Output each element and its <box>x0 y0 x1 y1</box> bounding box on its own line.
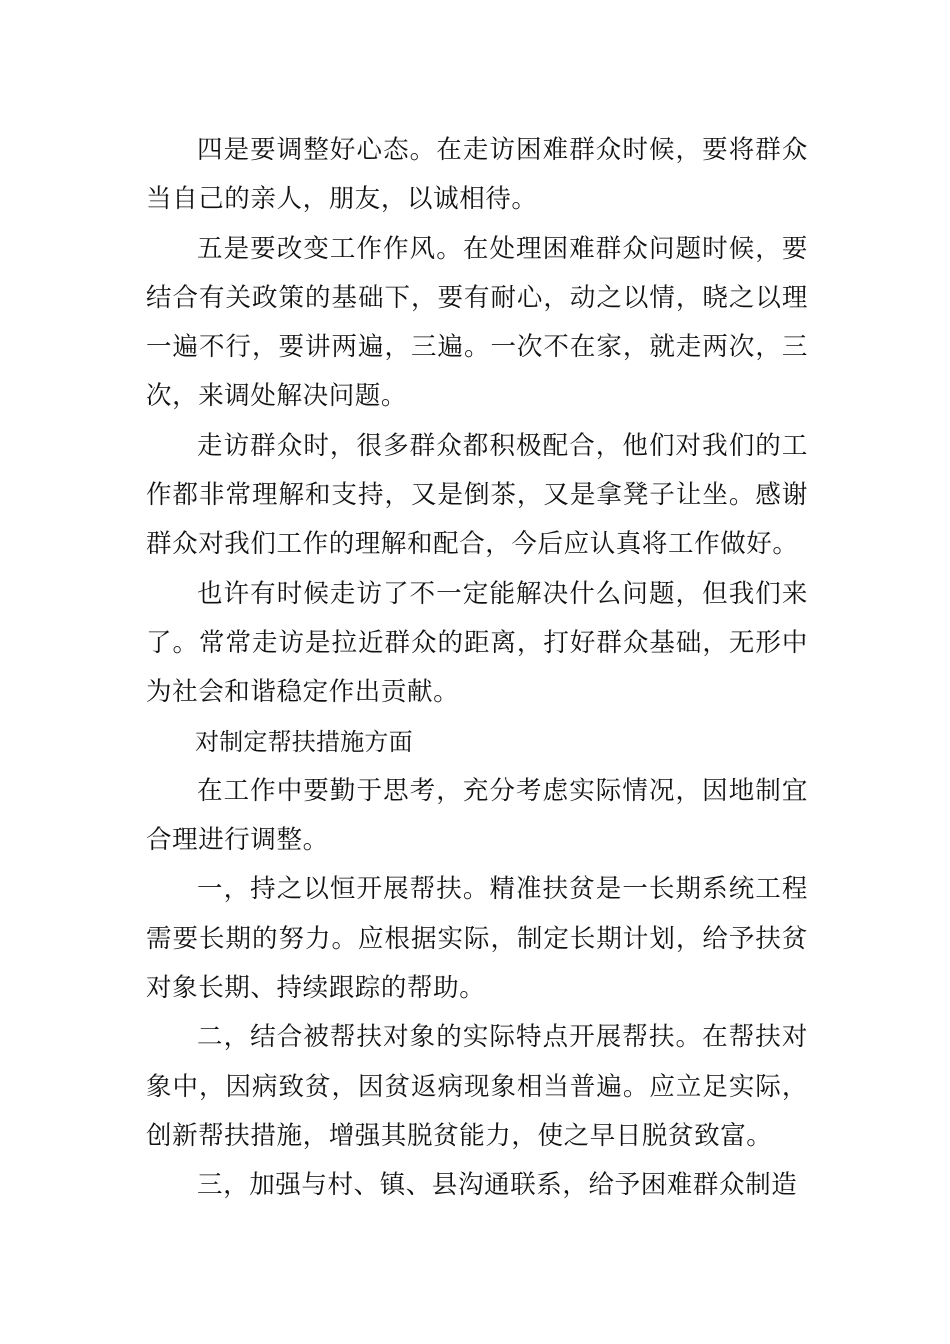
paragraph-frequent-visits: 也许有时候走访了不一定能解决什么问题，但我们来了。常常走访是拉近群众的距离，打好群众基础，无形中为社会和谐稳定作出贡献。 <box>146 578 808 708</box>
paragraph-adjust-mindset: 四是要调整好心态。在走访困难群众时候，要将群众当自己的亲人，朋友，以诚相待。 <box>146 135 808 215</box>
section-heading-assistance-measures: 对制定帮扶措施方面 <box>195 727 413 756</box>
paragraph-strengthen-communication: 三，加强与村、镇、县沟通联系，给予困难群众制造 <box>197 1170 798 1201</box>
paragraph-visiting-masses: 走访群众时，很多群众都积极配合，他们对我们的工作都非常理解和支持，又是倒茶，又是拿凳子让坐。感谢群众对我们工作的理解和配合，今后应认真将工作做好。 <box>146 430 808 560</box>
document-body <box>146 126 808 1211</box>
paragraph-persistent-assistance: 一，持之以恒开展帮扶。精准扶贫是一长期系统工程需要长期的努力。应根据实际，制定长期计划，给予扶贫对象长期、持续跟踪的帮助。 <box>146 874 808 1004</box>
paragraph-targeted-assistance: 二，结合被帮扶对象的实际特点开展帮扶。在帮扶对象中，因病致贫，因贫返病现象相当普遍。应立足实际，创新帮扶措施，增强其脱贫能力，使之早日脱贫致富。 <box>146 1022 808 1151</box>
paragraph-think-diligently: 在工作中要勤于思考，充分考虑实际情况，因地制宜合理进行调整。 <box>146 775 808 856</box>
paragraph-change-work-style: 五是要改变工作作风。在处理困难群众问题时候，要结合有关政策的基础下，要有耐心，动之以情，晓之以理一遍不行，要讲两遍，三遍。一次不在家，就走两次，三次，来调处解决问题。 <box>146 233 808 412</box>
